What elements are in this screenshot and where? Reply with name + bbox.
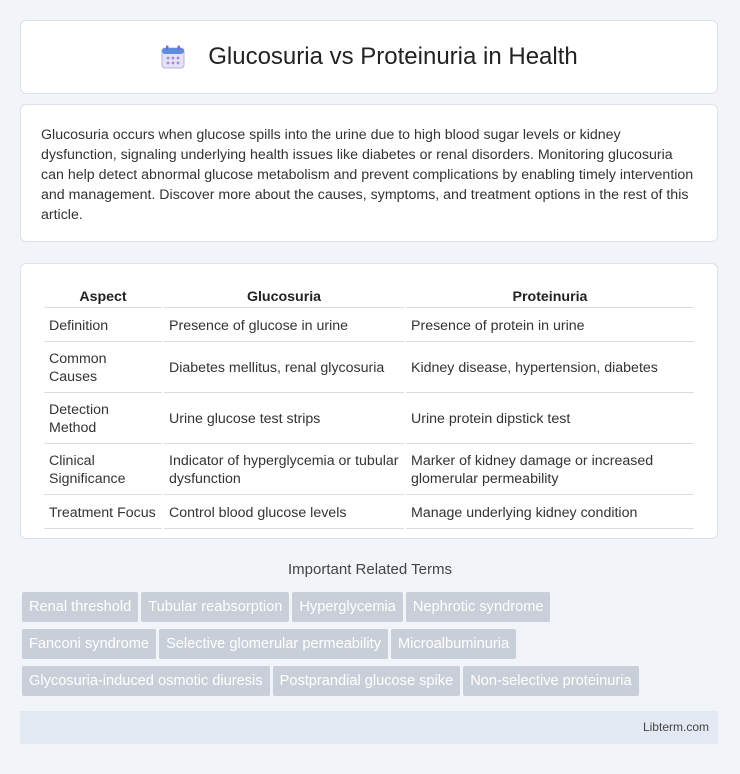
table-cell: Urine protein dipstick test xyxy=(406,395,694,444)
table-cell: Diabetes mellitus, renal glycosuria xyxy=(164,344,404,393)
related-terms-list xyxy=(22,592,722,703)
related-term-tag[interactable]: Tubular reabsorption xyxy=(141,592,289,622)
related-term-tag[interactable]: Glycosuria-induced osmotic diuresis xyxy=(22,666,270,696)
footer-site-link[interactable]: Libterm.com xyxy=(642,720,709,734)
comparison-table xyxy=(42,284,696,531)
column-header-proteinuria: Proteinuria xyxy=(406,286,694,308)
table-row xyxy=(44,310,694,342)
comparison-table-card xyxy=(20,263,718,539)
intro-text: Glucosuria occurs when glucose spills into the urine due to high blood sugar levels or kidney dysfunction, signaling underlying health issues like diabetes or renal disorders. Monitoring glucosuria can help detect abnormal glucose metabolism and prevent complications by enabling timely intervention and management. Discover more about the causes, symptoms, and treatment options in the rest of this article. xyxy=(41,127,694,223)
page-title: Glucosuria vs Proteinuria in Health xyxy=(208,43,578,70)
table-row xyxy=(44,497,694,529)
table-cell: Common Causes xyxy=(44,344,162,393)
table-cell: Presence of protein in urine xyxy=(406,310,694,342)
related-term-tag[interactable]: Postprandial glucose spike xyxy=(273,666,461,696)
table-cell: Manage underlying kidney condition xyxy=(406,497,694,529)
related-term-tag[interactable]: Non-selective proteinuria xyxy=(463,666,638,696)
related-term-tag[interactable]: Hyperglycemia xyxy=(292,592,403,622)
table-row xyxy=(44,395,694,444)
table-row xyxy=(44,344,694,393)
column-header-glucosuria: Glucosuria xyxy=(164,286,404,308)
table-cell: Treatment Focus xyxy=(44,497,162,529)
table-cell: Detection Method xyxy=(44,395,162,444)
related-terms-title: Important Related Terms xyxy=(288,561,452,578)
table-cell: Indicator of hyperglycemia or tubular dysfunction xyxy=(164,446,404,495)
column-header-aspect: Aspect xyxy=(44,286,162,308)
related-term-tag[interactable]: Microalbuminuria xyxy=(391,629,516,659)
table-cell: Clinical Significance xyxy=(44,446,162,495)
table-cell: Control blood glucose levels xyxy=(164,497,404,529)
intro-card xyxy=(20,104,718,242)
related-term-tag[interactable]: Selective glomerular permeability xyxy=(159,629,388,659)
table-cell: Definition xyxy=(44,310,162,342)
table-cell: Kidney disease, hypertension, diabetes xyxy=(406,344,694,393)
footer xyxy=(20,711,718,744)
calendar-icon xyxy=(160,44,186,70)
table-cell: Marker of kidney damage or increased glomerular permeability xyxy=(406,446,694,495)
related-term-tag[interactable]: Nephrotic syndrome xyxy=(406,592,551,622)
table-header-row xyxy=(44,286,694,308)
header-card xyxy=(20,20,718,94)
table-cell: Urine glucose test strips xyxy=(164,395,404,444)
table-row xyxy=(44,446,694,495)
related-term-tag[interactable]: Renal threshold xyxy=(22,592,138,622)
related-term-tag[interactable]: Fanconi syndrome xyxy=(22,629,156,659)
table-cell: Presence of glucose in urine xyxy=(164,310,404,342)
